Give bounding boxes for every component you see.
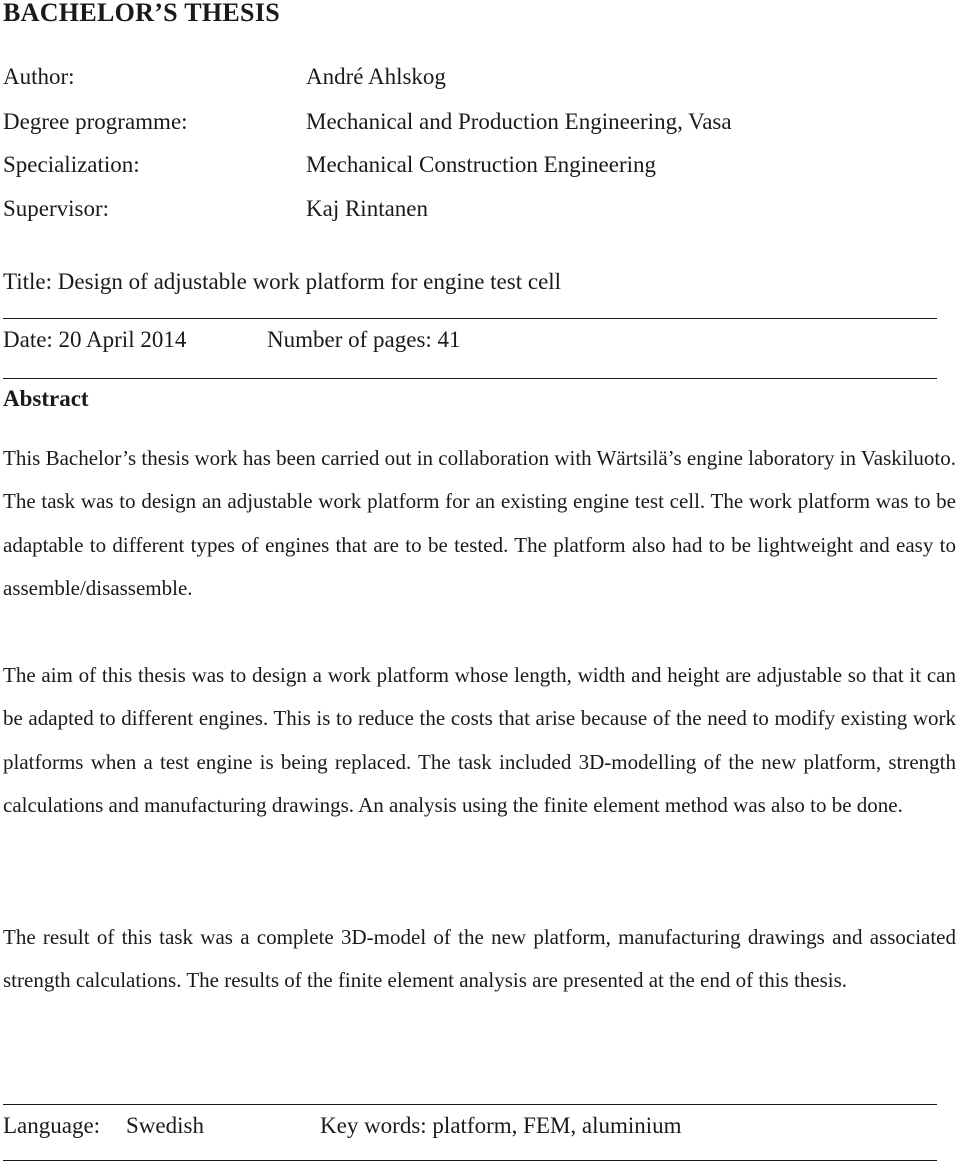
specialization-label: Specialization:	[3, 152, 140, 177]
divider	[3, 378, 937, 379]
author-label: Author:	[3, 64, 75, 89]
language-label: Language:	[3, 1113, 101, 1138]
degree-value: Mechanical and Production Engineering, Vasa	[306, 109, 732, 134]
divider	[3, 1104, 937, 1105]
divider	[3, 1160, 937, 1161]
divider	[3, 318, 937, 319]
specialization-value: Mechanical Construction Engineering	[306, 152, 657, 177]
language-value: Swedish	[126, 1113, 204, 1138]
degree-label: Degree programme:	[3, 109, 188, 134]
date-text: Date: 20 April 2014	[3, 327, 187, 352]
thesis-title: Title: Design of adjustable work platform for engine test cell	[3, 269, 562, 294]
supervisor-label: Supervisor:	[3, 196, 110, 221]
abstract-paragraph: This Bachelor’s thesis work has been carried out in collaboration with Wärtsilä’s engine laboratory in Vaskiluoto. The task was to design an adjustable work platform for an existing engine test cell. The work platform was to be adaptable to different types of engines that are to be tested. The platform also had to be lightweight and easy to assemble/disassemble.	[3, 446, 956, 600]
abstract-paragraph: The aim of this thesis was to design a work platform whose length, width and height are adjustable so that it can be adapted to different engines. This is to reduce the costs that arise because of the need to modify existing work platforms when a test engine is being replaced. The task included 3D-modelling of the new platform, strength calculations and manufacturing drawings. An analysis using the finite element method was also to be done.	[3, 663, 956, 817]
pages-count: Number of pages: 41	[267, 327, 461, 352]
keywords: Key words: platform, FEM, aluminium	[320, 1113, 682, 1138]
abstract-heading: Abstract	[3, 386, 89, 411]
supervisor-value: Kaj Rintanen	[306, 196, 428, 221]
abstract-paragraph: The result of this task was a complete 3D-model of the new platform, manufacturing drawings and associated strength calculations. The results of the finite element analysis are presented at the end of this thesis.	[3, 925, 956, 993]
author-value: André Ahlskog	[306, 64, 446, 89]
document-title: BACHELOR’S THESIS	[3, 0, 280, 27]
